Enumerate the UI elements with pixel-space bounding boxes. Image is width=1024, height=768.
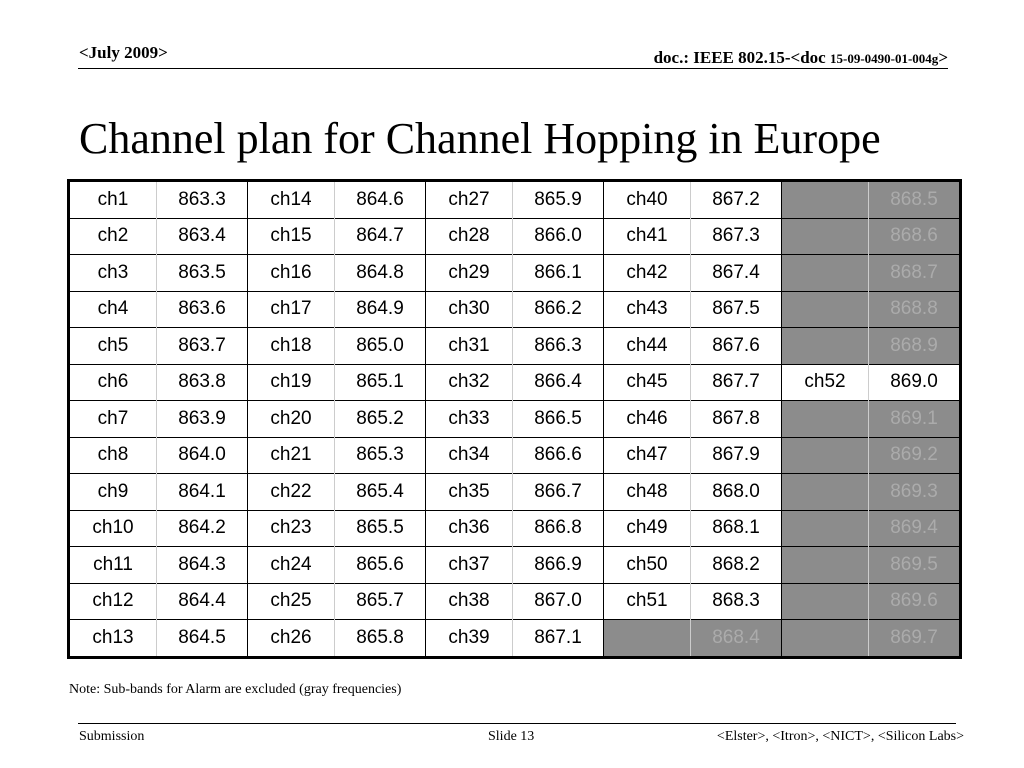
frequency-cell: 869.3 [869, 474, 961, 511]
channel-name-cell: ch37 [426, 547, 513, 584]
channel-name-cell: ch24 [248, 547, 335, 584]
frequency-cell: 866.8 [513, 510, 604, 547]
frequency-cell: 868.5 [869, 181, 961, 219]
frequency-cell: 867.5 [691, 291, 782, 328]
channel-name-cell: ch51 [604, 583, 691, 620]
channel-name-cell: ch31 [426, 328, 513, 365]
table-row [69, 620, 961, 658]
frequency-cell: 865.9 [513, 181, 604, 219]
table-row [69, 364, 961, 401]
frequency-cell: 867.3 [691, 218, 782, 255]
channel-name-cell: ch48 [604, 474, 691, 511]
channel-name-cell: ch23 [248, 510, 335, 547]
frequency-cell: 864.7 [335, 218, 426, 255]
channel-name-cell [782, 218, 869, 255]
table-row [69, 474, 961, 511]
frequency-cell: 863.7 [157, 328, 248, 365]
channel-name-cell: ch17 [248, 291, 335, 328]
frequency-cell: 868.6 [869, 218, 961, 255]
frequency-cell: 865.0 [335, 328, 426, 365]
channel-name-cell: ch7 [69, 401, 157, 438]
frequency-cell: 864.5 [157, 620, 248, 658]
frequency-cell: 864.9 [335, 291, 426, 328]
frequency-cell: 866.4 [513, 364, 604, 401]
frequency-cell: 864.4 [157, 583, 248, 620]
channel-name-cell: ch3 [69, 255, 157, 292]
frequency-cell: 866.9 [513, 547, 604, 584]
channel-name-cell: ch19 [248, 364, 335, 401]
table-row [69, 218, 961, 255]
channel-name-cell: ch40 [604, 181, 691, 219]
frequency-cell: 868.8 [869, 291, 961, 328]
frequency-cell: 863.4 [157, 218, 248, 255]
channel-name-cell [782, 291, 869, 328]
channel-name-cell: ch10 [69, 510, 157, 547]
channel-name-cell: ch15 [248, 218, 335, 255]
frequency-cell: 863.6 [157, 291, 248, 328]
frequency-cell: 864.3 [157, 547, 248, 584]
channel-name-cell: ch50 [604, 547, 691, 584]
channel-name-cell: ch14 [248, 181, 335, 219]
channel-name-cell: ch35 [426, 474, 513, 511]
frequency-cell: 867.2 [691, 181, 782, 219]
frequency-cell: 869.5 [869, 547, 961, 584]
channel-name-cell [782, 401, 869, 438]
channel-name-cell: ch16 [248, 255, 335, 292]
channel-name-cell: ch28 [426, 218, 513, 255]
frequency-cell: 867.9 [691, 437, 782, 474]
channel-name-cell: ch34 [426, 437, 513, 474]
channel-name-cell: ch46 [604, 401, 691, 438]
table-row [69, 437, 961, 474]
frequency-cell: 867.7 [691, 364, 782, 401]
channel-name-cell [604, 620, 691, 658]
frequency-cell: 866.7 [513, 474, 604, 511]
frequency-cell: 868.9 [869, 328, 961, 365]
channel-name-cell: ch8 [69, 437, 157, 474]
channel-name-cell [782, 255, 869, 292]
frequency-cell: 866.6 [513, 437, 604, 474]
header-doc-number: 15-09-0490-01-004g [829, 51, 939, 66]
frequency-cell: 865.5 [335, 510, 426, 547]
frequency-cell: 864.1 [157, 474, 248, 511]
channel-name-cell: ch29 [426, 255, 513, 292]
frequency-cell: 867.4 [691, 255, 782, 292]
header-date: <July 2009> [79, 43, 168, 62]
channel-name-cell [782, 328, 869, 365]
table-row [69, 510, 961, 547]
channel-name-cell [782, 437, 869, 474]
channel-name-cell: ch25 [248, 583, 335, 620]
frequency-cell: 869.4 [869, 510, 961, 547]
frequency-cell: 865.6 [335, 547, 426, 584]
channel-name-cell: ch18 [248, 328, 335, 365]
footer-authors: <Elster>, <Itron>, <NICT>, <Silicon Labs> [716, 729, 964, 744]
channel-name-cell [782, 620, 869, 658]
frequency-cell: 868.2 [691, 547, 782, 584]
frequency-cell: 868.4 [691, 620, 782, 658]
channel-name-cell [782, 181, 869, 219]
frequency-cell: 868.7 [869, 255, 961, 292]
channel-name-cell: ch47 [604, 437, 691, 474]
channel-name-cell: ch11 [69, 547, 157, 584]
frequency-cell: 868.3 [691, 583, 782, 620]
channel-name-cell: ch9 [69, 474, 157, 511]
frequency-cell: 869.0 [869, 364, 961, 401]
channel-name-cell: ch22 [248, 474, 335, 511]
channel-name-cell: ch4 [69, 291, 157, 328]
channel-name-cell: ch43 [604, 291, 691, 328]
channel-name-cell [782, 583, 869, 620]
channel-name-cell: ch20 [248, 401, 335, 438]
channel-name-cell: ch32 [426, 364, 513, 401]
channel-name-cell: ch13 [69, 620, 157, 658]
channel-table [67, 179, 962, 659]
slide-title: Channel plan for Channel Hopping in Europe [79, 114, 881, 163]
table-row [69, 401, 961, 438]
frequency-cell: 865.3 [335, 437, 426, 474]
channel-name-cell [782, 510, 869, 547]
frequency-cell: 866.2 [513, 291, 604, 328]
header-divider [78, 68, 948, 69]
frequency-cell: 867.0 [513, 583, 604, 620]
channel-name-cell: ch1 [69, 181, 157, 219]
table-row [69, 181, 961, 219]
channel-name-cell: ch44 [604, 328, 691, 365]
channel-name-cell: ch39 [426, 620, 513, 658]
channel-name-cell: ch42 [604, 255, 691, 292]
channel-name-cell: ch41 [604, 218, 691, 255]
frequency-cell: 865.4 [335, 474, 426, 511]
header-doc-prefix: doc.: IEEE 802.15-<doc [653, 48, 830, 67]
channel-name-cell: ch38 [426, 583, 513, 620]
channel-name-cell: ch12 [69, 583, 157, 620]
frequency-cell: 865.2 [335, 401, 426, 438]
table-row [69, 255, 961, 292]
channel-name-cell: ch26 [248, 620, 335, 658]
channel-name-cell: ch5 [69, 328, 157, 365]
frequency-cell: 869.2 [869, 437, 961, 474]
channel-name-cell: ch45 [604, 364, 691, 401]
frequency-cell: 865.8 [335, 620, 426, 658]
channel-name-cell: ch21 [248, 437, 335, 474]
channel-name-cell [782, 474, 869, 511]
channel-name-cell: ch6 [69, 364, 157, 401]
header-doc-suffix: > [938, 48, 948, 67]
header-doc-id [654, 48, 948, 68]
frequency-cell: 865.1 [335, 364, 426, 401]
frequency-cell: 868.1 [691, 510, 782, 547]
frequency-cell: 868.0 [691, 474, 782, 511]
table-note: Note: Sub-bands for Alarm are excluded (gray frequencies) [69, 682, 402, 697]
channel-name-cell: ch52 [782, 364, 869, 401]
table-row [69, 328, 961, 365]
frequency-cell: 864.2 [157, 510, 248, 547]
footer-divider [78, 723, 956, 724]
frequency-cell: 864.6 [335, 181, 426, 219]
frequency-cell: 866.0 [513, 218, 604, 255]
frequency-cell: 863.8 [157, 364, 248, 401]
channel-name-cell: ch27 [426, 181, 513, 219]
frequency-cell: 863.3 [157, 181, 248, 219]
frequency-cell: 864.0 [157, 437, 248, 474]
footer-submission: Submission [79, 729, 145, 744]
frequency-cell: 869.1 [869, 401, 961, 438]
frequency-cell: 867.8 [691, 401, 782, 438]
frequency-cell: 863.5 [157, 255, 248, 292]
footer-slide-number: Slide 13 [488, 729, 535, 744]
frequency-cell: 867.6 [691, 328, 782, 365]
frequency-cell: 869.6 [869, 583, 961, 620]
table-row [69, 583, 961, 620]
channel-name-cell: ch49 [604, 510, 691, 547]
channel-name-cell: ch33 [426, 401, 513, 438]
frequency-cell: 866.3 [513, 328, 604, 365]
table-row [69, 547, 961, 584]
frequency-cell: 863.9 [157, 401, 248, 438]
channel-name-cell [782, 547, 869, 584]
frequency-cell: 866.5 [513, 401, 604, 438]
frequency-cell: 869.7 [869, 620, 961, 658]
frequency-cell: 864.8 [335, 255, 426, 292]
frequency-cell: 867.1 [513, 620, 604, 658]
table-row [69, 291, 961, 328]
frequency-cell: 865.7 [335, 583, 426, 620]
frequency-cell: 866.1 [513, 255, 604, 292]
channel-table-body [69, 181, 961, 658]
channel-name-cell: ch36 [426, 510, 513, 547]
channel-name-cell: ch30 [426, 291, 513, 328]
channel-name-cell: ch2 [69, 218, 157, 255]
